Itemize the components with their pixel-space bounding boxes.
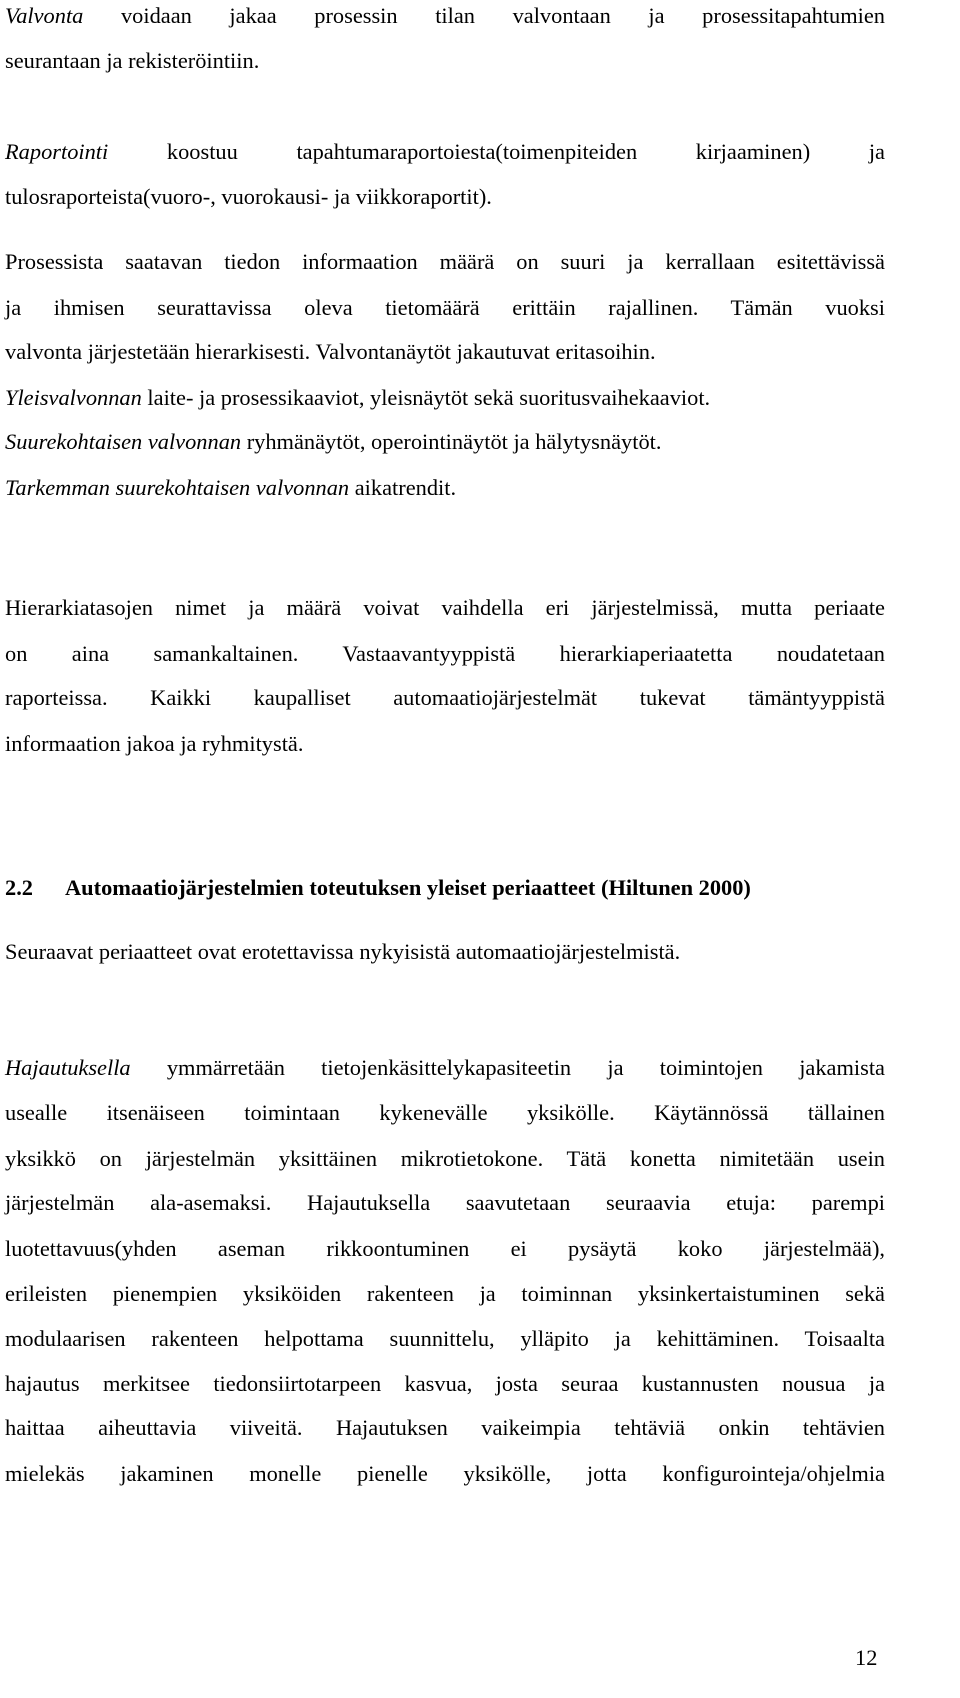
line-text: järjestelmän ala-asemaksi. Hajautuksella saavutetaan seuraavia etuja: parempi (5, 1190, 885, 1215)
text-line (5, 1054, 885, 1082)
line-text: on aina samankaltainen. Vastaavantyyppistä hierarkiaperiaatetta noudatetaan (5, 641, 885, 666)
text-line (5, 294, 885, 322)
line-text: Seuraavat periaatteet ovat erotettavissa nykyisistä automaatiojärjestelmistä. (5, 939, 681, 964)
text-line (5, 730, 885, 758)
text-line (5, 640, 885, 668)
text-line (5, 1414, 885, 1442)
line-text: laite- ja prosessikaaviot, yleisnäytöt sekä suoritusvaihekaaviot. (141, 385, 711, 410)
line-text: haittaa aiheuttavia viiveitä. Hajautuksen vaikeimpia tehtäviä onkin tehtävien (5, 1415, 885, 1440)
text-line (5, 474, 885, 502)
line-text: ja ihmisen seurattavissa oleva tietomäärä erittäin rajallinen. Tämän vuoksi (5, 295, 885, 320)
text-line (5, 1370, 885, 1398)
section-heading (5, 874, 885, 902)
text-line (5, 1280, 885, 1308)
text-line (5, 684, 885, 712)
line-text: voidaan jakaa prosessin tilan valvontaan ja prosessitapahtumien (83, 3, 885, 28)
section-title: Automaatiojärjestelmien toteutuksen yleiset periaatteet (Hiltunen 2000) (65, 875, 751, 900)
line-text: yksikkö on järjestelmän yksittäinen mikrotietokone. Tätä konetta nimitetään usein (5, 1146, 885, 1171)
line-text: Hierarkiatasojen nimet ja määrä voivat vaihdella eri järjestelmissä, mutta periaate (5, 595, 885, 620)
text-line (5, 1145, 885, 1173)
text-line (5, 384, 885, 412)
line-text: raporteissa. Kaikki kaupalliset automaatiojärjestelmät tukevat tämäntyyppistä (5, 685, 885, 710)
text-line (5, 428, 885, 456)
section-number: 2.2 (5, 875, 33, 900)
text-line (5, 1099, 885, 1127)
line-text: luotettavuus(yhden aseman rikkoontuminen ei pysäytä koko järjestelmää), (5, 1236, 885, 1261)
italic-term: Tarkemman suurekohtaisen valvonnan (5, 475, 350, 500)
text-line (5, 1325, 885, 1353)
line-text: valvonta järjestetään hierarkisesti. Valvontanäytöt jakautuvat eritasoihin. (5, 339, 656, 364)
italic-term: Suurekohtaisen valvonnan (5, 429, 242, 454)
line-text: hajautus merkitsee tiedonsiirtotarpeen kasvua, josta seuraa kustannusten nousua ja (5, 1371, 885, 1396)
text-line (5, 138, 885, 166)
text-line (5, 594, 885, 622)
line-text: usealle itsenäiseen toimintaan kykenevälle yksikölle. Käytännössä tällainen (5, 1100, 885, 1125)
page-number: 12 (855, 1645, 878, 1670)
line-text: mielekäs jakaminen monelle pienelle yksikölle, jotta konfigurointeja/ohjelmia (5, 1461, 885, 1486)
line-text: seurantaan ja rekisteröintiin. (5, 48, 260, 73)
text-line (5, 1189, 885, 1217)
text-line (5, 1235, 885, 1263)
text-line (5, 2, 885, 30)
line-text: informaation jakoa ja ryhmitystä. (5, 731, 304, 756)
line-text: koostuu tapahtumaraportoiesta(toimenpiteiden kirjaaminen) ja (108, 139, 885, 164)
text-line (5, 938, 885, 966)
line-text: aikatrendit. (349, 475, 457, 500)
text-line (5, 338, 885, 366)
italic-term: Hajautuksella (5, 1055, 131, 1080)
text-line (5, 1460, 885, 1488)
italic-term: Valvonta (5, 3, 84, 28)
line-text: ymmärretään tietojenkäsittelykapasiteetin ja toimintojen jakamista (130, 1055, 885, 1080)
text-line (5, 248, 885, 276)
line-text: Prosessista saatavan tiedon informaation määrä on suuri ja kerrallaan esitettävissä (5, 249, 885, 274)
line-text: tulosraporteista(vuoro-, vuorokausi- ja viikkoraportit). (5, 184, 492, 209)
line-text: erileisten pienempien yksiköiden rakenteen ja toiminnan yksinkertaistuminen sekä (5, 1281, 885, 1306)
text-line (5, 47, 885, 75)
line-text: ryhmänäytöt, operointinäytöt ja hälytysnäytöt. (241, 429, 662, 454)
italic-term: Yleisvalvonnan (5, 385, 142, 410)
text-line (5, 183, 885, 211)
line-text: modulaarisen rakenteen helpottama suunnittelu, ylläpito ja kehittäminen. Toisaalta (5, 1326, 885, 1351)
italic-term: Raportointi (5, 139, 109, 164)
